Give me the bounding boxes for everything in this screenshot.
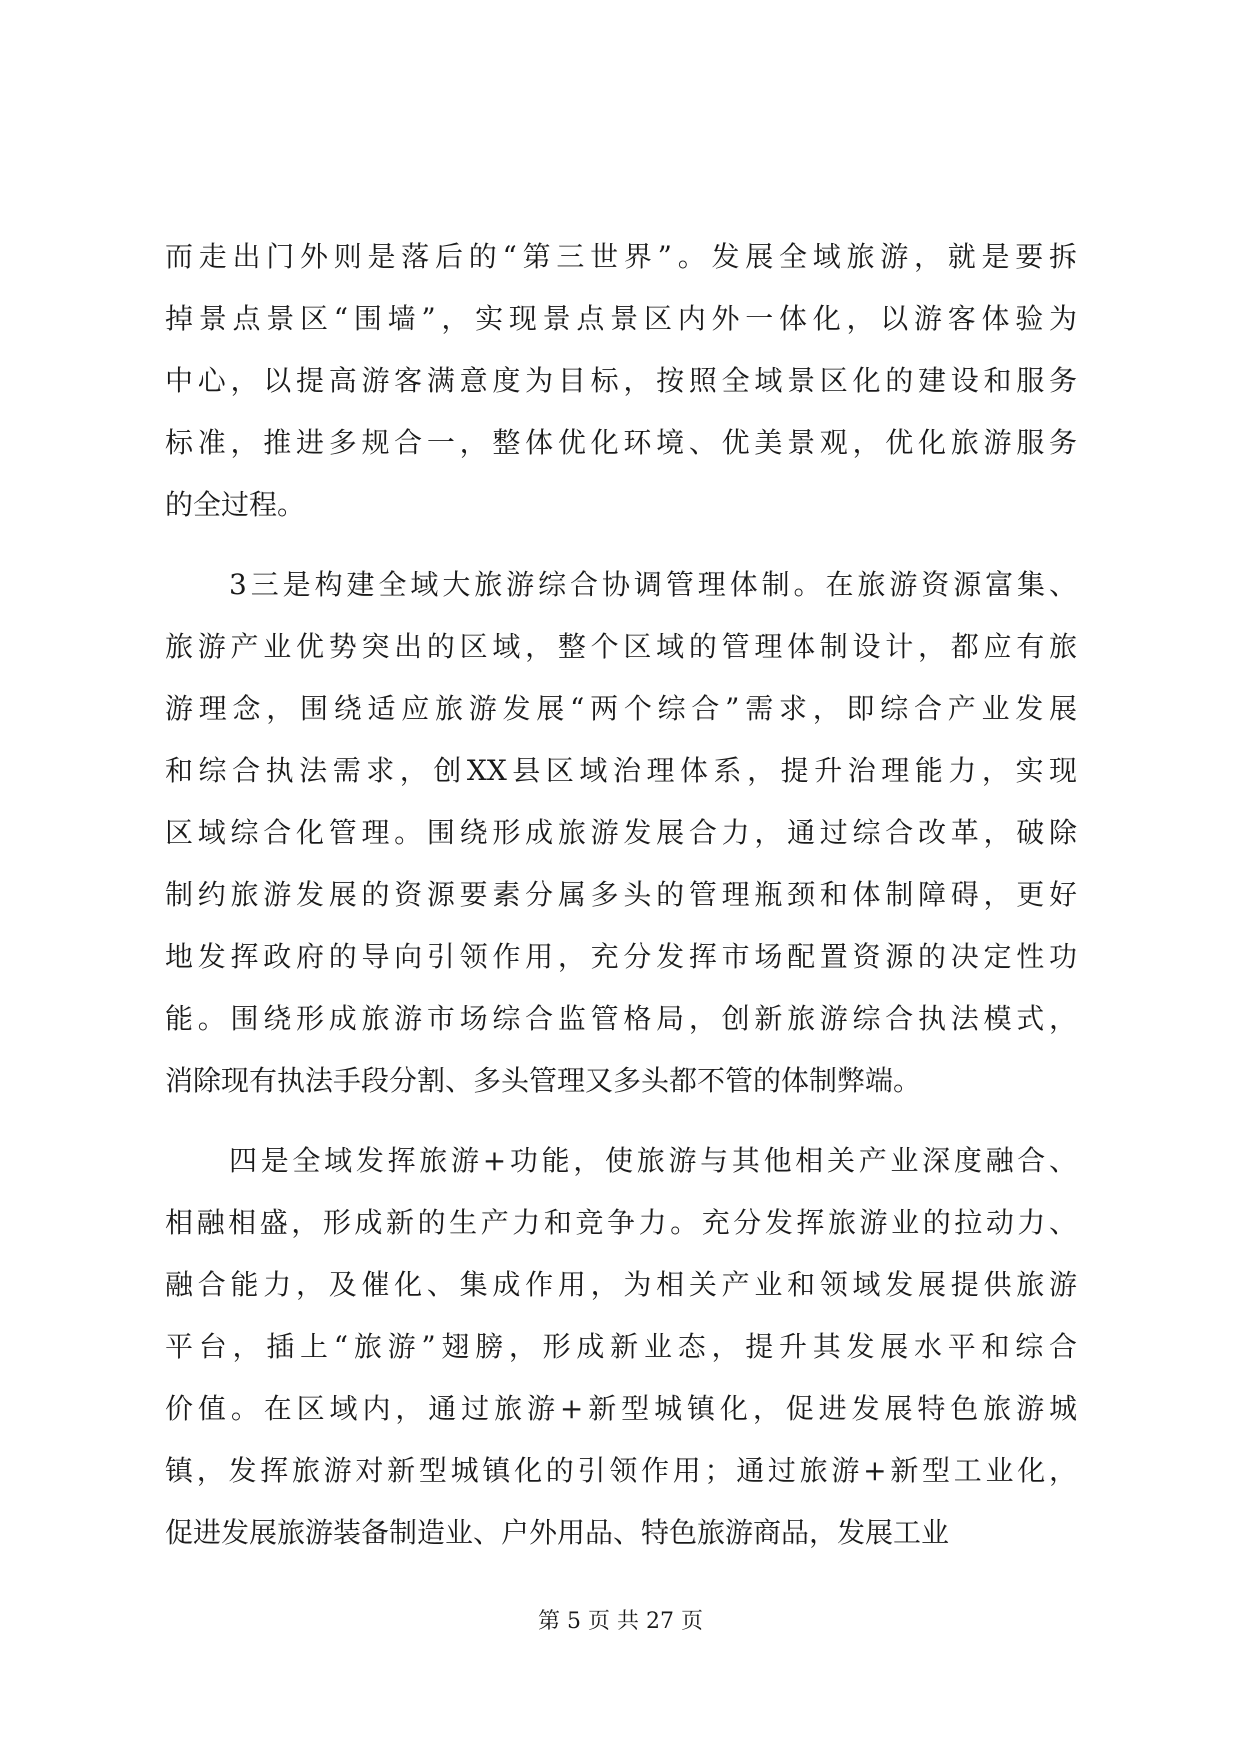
text-line: 相融相盛，形成新的生产力和竞争力。充分发挥旅游业的拉动力、 bbox=[165, 1206, 1077, 1239]
body-text bbox=[165, 226, 1077, 1564]
text-line: 掉景点景区“围墙”，实现景点景区内外一体化，以游客体验为 bbox=[165, 302, 1077, 335]
text-line: 镇，发挥旅游对新型城镇化的引领作用；通过旅游+新型工业化， bbox=[165, 1454, 1077, 1487]
text-line: 能。围绕形成旅游市场综合监管格局，创新旅游综合执法模式， bbox=[165, 1002, 1077, 1035]
text-line: 3三是构建全域大旅游综合协调管理体制。在旅游资源富集、 bbox=[229, 568, 1077, 601]
paragraph-p3 bbox=[165, 1130, 1077, 1564]
text-line: 制约旅游发展的资源要素分属多头的管理瓶颈和体制障碍，更好 bbox=[165, 878, 1077, 911]
text-line: 促进发展旅游装备制造业、户外用品、特色旅游商品，发展工业 bbox=[165, 1516, 950, 1549]
paragraph-gap bbox=[165, 1112, 1077, 1130]
text-line: 的全过程。 bbox=[165, 488, 306, 521]
text-line: 地发挥政府的导向引领作用，充分发挥市场配置资源的决定性功 bbox=[165, 940, 1077, 973]
page-footer: 第 5 页 共 27 页 bbox=[538, 1609, 703, 1634]
text-line: 标准，推进多规合一，整体优化环境、优美景观，优化旅游服务 bbox=[165, 426, 1077, 459]
text-line: 而走出门外则是落后的“第三世界”。发展全域旅游，就是要拆 bbox=[165, 240, 1077, 273]
paragraph-p2 bbox=[165, 554, 1077, 1112]
text-line: 融合能力，及催化、集成作用，为相关产业和领域发展提供旅游 bbox=[165, 1268, 1077, 1301]
text-line: 游理念，围绕适应旅游发展“两个综合”需求，即综合产业发展 bbox=[165, 692, 1077, 725]
paragraph-p1 bbox=[165, 226, 1077, 536]
text-line: 中心，以提高游客满意度为目标，按照全域景区化的建设和服务 bbox=[165, 364, 1077, 397]
text-line: 旅游产业优势突出的区域，整个区域的管理体制设计，都应有旅 bbox=[165, 630, 1077, 663]
text-line: 区域综合化管理。围绕形成旅游发展合力，通过综合改革，破除 bbox=[165, 816, 1077, 849]
text-line: 消除现有执法手段分割、多头管理又多头都不管的体制弊端。 bbox=[165, 1064, 922, 1097]
text-line: 价值。在区域内，通过旅游+新型城镇化，促进发展特色旅游城 bbox=[165, 1392, 1077, 1425]
paragraph-gap bbox=[165, 536, 1077, 554]
text-line: 平台，插上“旅游”翅膀，形成新业态，提升其发展水平和综合 bbox=[165, 1330, 1077, 1363]
text-line: 四是全域发挥旅游+功能，使旅游与其他相关产业深度融合、 bbox=[229, 1144, 1077, 1177]
text-line: 和综合执法需求，创XX县区域治理体系，提升治理能力，实现 bbox=[165, 754, 1077, 787]
